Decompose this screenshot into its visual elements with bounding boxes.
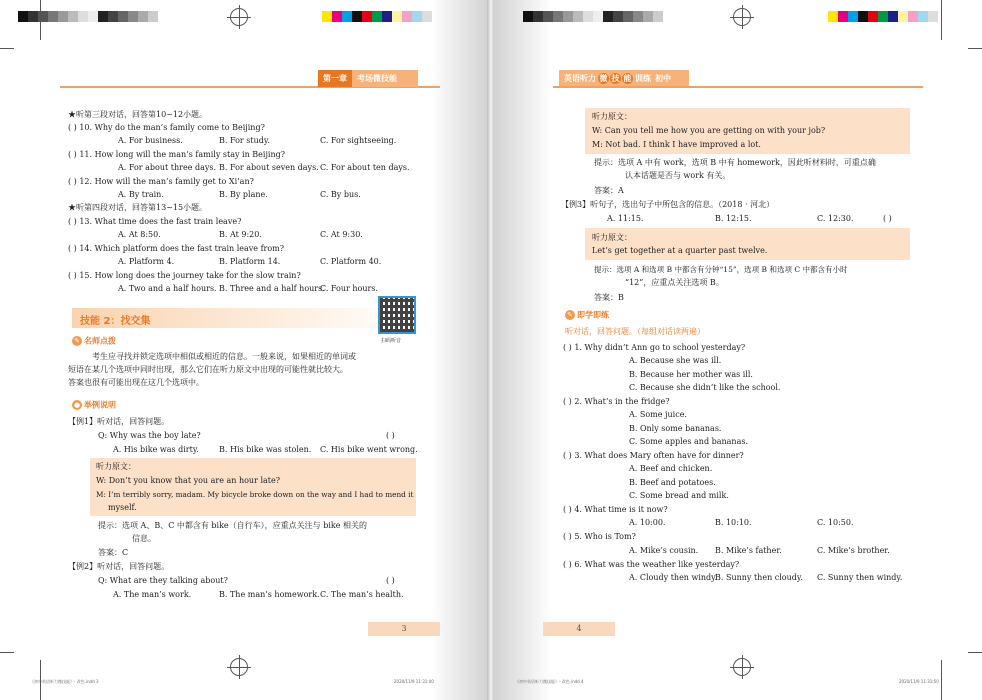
option-a: A. The man’s work.	[113, 590, 192, 599]
answer-paren: ( )	[386, 431, 395, 440]
book-title-tab	[559, 70, 689, 86]
teacher-text: 考生应寻找并锁定选项中相似或相近的信息。一般来说，如果相近的单词或	[92, 352, 356, 361]
transcript-line: M: Not bad. I think I have improved a lot.	[592, 140, 761, 149]
option-c: C. His bike went wrong.	[320, 445, 418, 454]
option-b: B. His bike was stolen.	[219, 445, 312, 454]
page-number: 4	[543, 622, 615, 636]
example-title	[72, 400, 116, 411]
chapter-label: 第一章	[318, 70, 352, 87]
tip-text: 信息。	[132, 534, 156, 543]
option-c: C. For sightseeing.	[320, 136, 397, 145]
answer-paren: ( )	[883, 214, 892, 223]
section-intro: ★听第四段对话，回答第13~15小题。	[68, 203, 208, 212]
option-a: A. Because she was ill.	[629, 356, 722, 365]
practice-question-5: ( ) 5. Who is Tom?	[563, 532, 636, 541]
answer-text: 答案：C	[98, 548, 129, 557]
option-b: B. By plane.	[219, 190, 268, 199]
option-b: B. Mike’s father.	[715, 546, 782, 555]
option-a: A. At 8:50.	[118, 230, 161, 239]
transcript-title: 听力原文：	[592, 112, 632, 121]
title-badge: 技	[611, 73, 620, 83]
option-c: C. Platform 40.	[320, 257, 382, 266]
transcript-line: W: Don’t you know that you are an hour late?	[96, 476, 281, 485]
option-c: C. By bus.	[320, 190, 361, 199]
option-c: C. Four hours.	[320, 284, 378, 293]
option-c: C. Some apples and bananas.	[629, 437, 749, 446]
option-b: B. Beef and potatoes.	[629, 478, 716, 487]
example-2-heading: 【例2】听对话，回答问题。	[68, 562, 170, 571]
option-b: B. Platform 14.	[219, 257, 281, 266]
teacher-tips-title	[72, 336, 116, 347]
question-15: ( ) 15. How long does the journey take for the slow train?	[68, 271, 301, 280]
crop-mark	[0, 48, 14, 49]
option-b: B. For study.	[219, 136, 270, 145]
option-a: A. His bike was dirty.	[113, 445, 199, 454]
option-a: A. For about three days.	[118, 163, 217, 172]
title-badge: 能	[623, 73, 632, 83]
option-c: C. Because she didn’t like the school.	[629, 383, 781, 392]
teacher-text: 答案也很有可能出现在这几个选项中。	[68, 378, 204, 387]
practice-title	[565, 310, 609, 321]
option-a: A. Platform 4.	[118, 257, 175, 266]
answer-paren: ( )	[386, 576, 395, 585]
practice-icon: ✎	[565, 310, 575, 320]
book-title: 英语听力	[564, 73, 596, 83]
option-a: A. Some juice.	[629, 410, 687, 419]
example-2-question: Q: What are they talking about?	[98, 576, 228, 585]
practice-instruction: 听对话，回答问题。（每组对话读两遍）	[565, 327, 705, 336]
color-calibration-bar	[322, 11, 432, 22]
answer-text: 答案：B	[594, 293, 624, 302]
registration-mark	[230, 658, 248, 676]
option-a: A. Cloudy then windy.	[629, 573, 718, 582]
option-b: B. Because her mother was ill.	[629, 370, 753, 379]
question-14: ( ) 14. Which platform does the fast train leave from?	[68, 244, 285, 253]
transcript-title: 听力原文：	[592, 233, 632, 242]
crop-mark	[968, 652, 982, 653]
option-b: B. 10:10.	[715, 518, 752, 527]
option-c: C. At 9:30.	[320, 230, 363, 239]
title-badge: 微	[599, 73, 608, 83]
example-3-heading: 【例3】听句子，选出句子中所包含的信息。（2018 · 河北）	[561, 200, 775, 209]
practice-question-3: ( ) 3. What does Mary often have for dinner?	[563, 451, 744, 460]
example-1-question: Q: Why was the boy late?	[98, 431, 201, 440]
book-level: 初中	[655, 73, 671, 83]
practice-question-6: ( ) 6. What was the weather like yesterday?	[563, 560, 740, 569]
transcript-line: W: Can you tell me how you are getting on with your job?	[592, 126, 826, 135]
left-page	[0, 0, 489, 700]
option-b: B. At 9:20.	[219, 230, 262, 239]
tip-text: “12”，应重点关注选项 B。	[625, 278, 724, 287]
practice-label: 即学即练	[577, 310, 609, 320]
option-c: C. For about ten days.	[320, 163, 410, 172]
tip-text: 提示：选项 A 和选项 B 中都含有分钟“15”，选项 B 和选项 C 中都含有小时	[594, 265, 848, 274]
question-11: ( ) 11. How long will the man’s family stay in Beijing?	[68, 150, 286, 159]
option-b: B. Sunny then cloudy.	[715, 573, 803, 582]
example-label: 举例说明	[84, 400, 116, 410]
teacher-icon: ✎	[72, 336, 82, 346]
right-page	[493, 0, 982, 700]
transcript-line: myself.	[108, 503, 137, 512]
chapter-subtitle: 考场微技能	[352, 70, 418, 87]
registration-mark	[733, 658, 751, 676]
tip-text: 认本话题是否与 work 有关。	[625, 171, 731, 180]
option-a: A. Mike’s cousin.	[629, 546, 699, 555]
qr-code[interactable]	[378, 296, 416, 334]
qr-caption: 扫码听音	[381, 338, 402, 344]
question-10: ( ) 10. Why do the man’s family come to Beijing?	[68, 123, 265, 132]
transcript-line: M: I’m terribly sorry, madam. My bicycle broke down on the way and I had to mend it	[96, 490, 414, 499]
tip-text: 提示：选项 A 中有 work，选项 B 中有 homework，因此听材料时，可重点确	[594, 158, 876, 167]
practice-question-1: ( ) 1. Why didn’t Ann go to school yesterday?	[563, 343, 746, 352]
practice-question-4: ( ) 4. What time is it now?	[563, 505, 668, 514]
color-calibration-bar	[828, 11, 938, 22]
tip-text: 提示：选项 A、B、C 中都含有 bike（自行车），应重点关注与 bike 相关的	[98, 521, 368, 530]
transcript-title: 听力原文：	[96, 462, 136, 471]
footer-file: 《初中英语听力微技能》- 改色.indd 4	[515, 679, 584, 684]
option-a: A. By train.	[118, 190, 164, 199]
option-c: C. 10:50.	[817, 518, 854, 527]
transcript-box	[90, 458, 416, 516]
option-b: B. Only some bananas.	[629, 424, 722, 433]
option-b: B. The man’s homework.	[219, 590, 320, 599]
crop-mark	[941, 0, 942, 40]
grayscale-bar	[523, 11, 663, 22]
question-13: ( ) 13. What time does the fast train leave?	[68, 217, 242, 226]
crop-mark	[968, 48, 982, 49]
skill-title: 技能 2：找交集	[80, 316, 151, 327]
option-c: C. Mike’s brother.	[817, 546, 890, 555]
option-a: A. Two and a half hours.	[118, 284, 217, 293]
chapter-tab	[318, 70, 418, 86]
teacher-text: 短语在某几个选项中同时出现，那么它们在听力原文中出现的可能性就比较大。	[68, 365, 348, 374]
crop-mark	[0, 652, 14, 653]
option-c: C. Some bread and milk.	[629, 491, 729, 500]
registration-mark	[230, 8, 248, 26]
option-c: C. Sunny then windy.	[817, 573, 903, 582]
crop-mark	[941, 660, 942, 700]
practice-question-2: ( ) 2. What’s in the fridge?	[563, 397, 670, 406]
option-b: B. 12:15.	[715, 214, 752, 223]
book-title-suffix: 训练	[635, 73, 651, 83]
option-a: A. For business.	[118, 136, 183, 145]
option-b: B. For about seven days.	[219, 163, 319, 172]
section-intro: ★听第三段对话，回答第10~12小题。	[68, 110, 208, 119]
answer-text: 答案：A	[594, 186, 624, 195]
footer-date: 2020/11/9 11:31:50	[899, 679, 939, 684]
option-a: A. Beef and chicken.	[629, 464, 713, 473]
example-1-heading: 【例1】听对话，回答问题。	[68, 417, 170, 426]
page-number: 3	[368, 622, 440, 636]
footer-file: 《初中英语听力微技能》- 改色.indd 3	[30, 679, 99, 684]
option-b: B. Three and a half hours.	[219, 284, 325, 293]
option-a: A. 11:15.	[607, 214, 644, 223]
teacher-tips-label: 名师点拨	[84, 336, 116, 346]
transcript-line: Let’s get together at a quarter past twelve.	[592, 246, 768, 255]
option-c: C. 12:30.	[817, 214, 854, 223]
question-12: ( ) 12. How will the man’s family get to Xi’an?	[68, 177, 254, 186]
grayscale-bar	[18, 11, 158, 22]
example-icon: ●	[73, 401, 81, 409]
option-c: C. The man’s health.	[320, 590, 404, 599]
header-rule	[553, 86, 923, 88]
registration-mark	[733, 8, 751, 26]
footer-date: 2020/11/9 11:31:40	[394, 679, 434, 684]
option-a: A. 10:00.	[629, 518, 666, 527]
crop-mark	[40, 0, 41, 40]
